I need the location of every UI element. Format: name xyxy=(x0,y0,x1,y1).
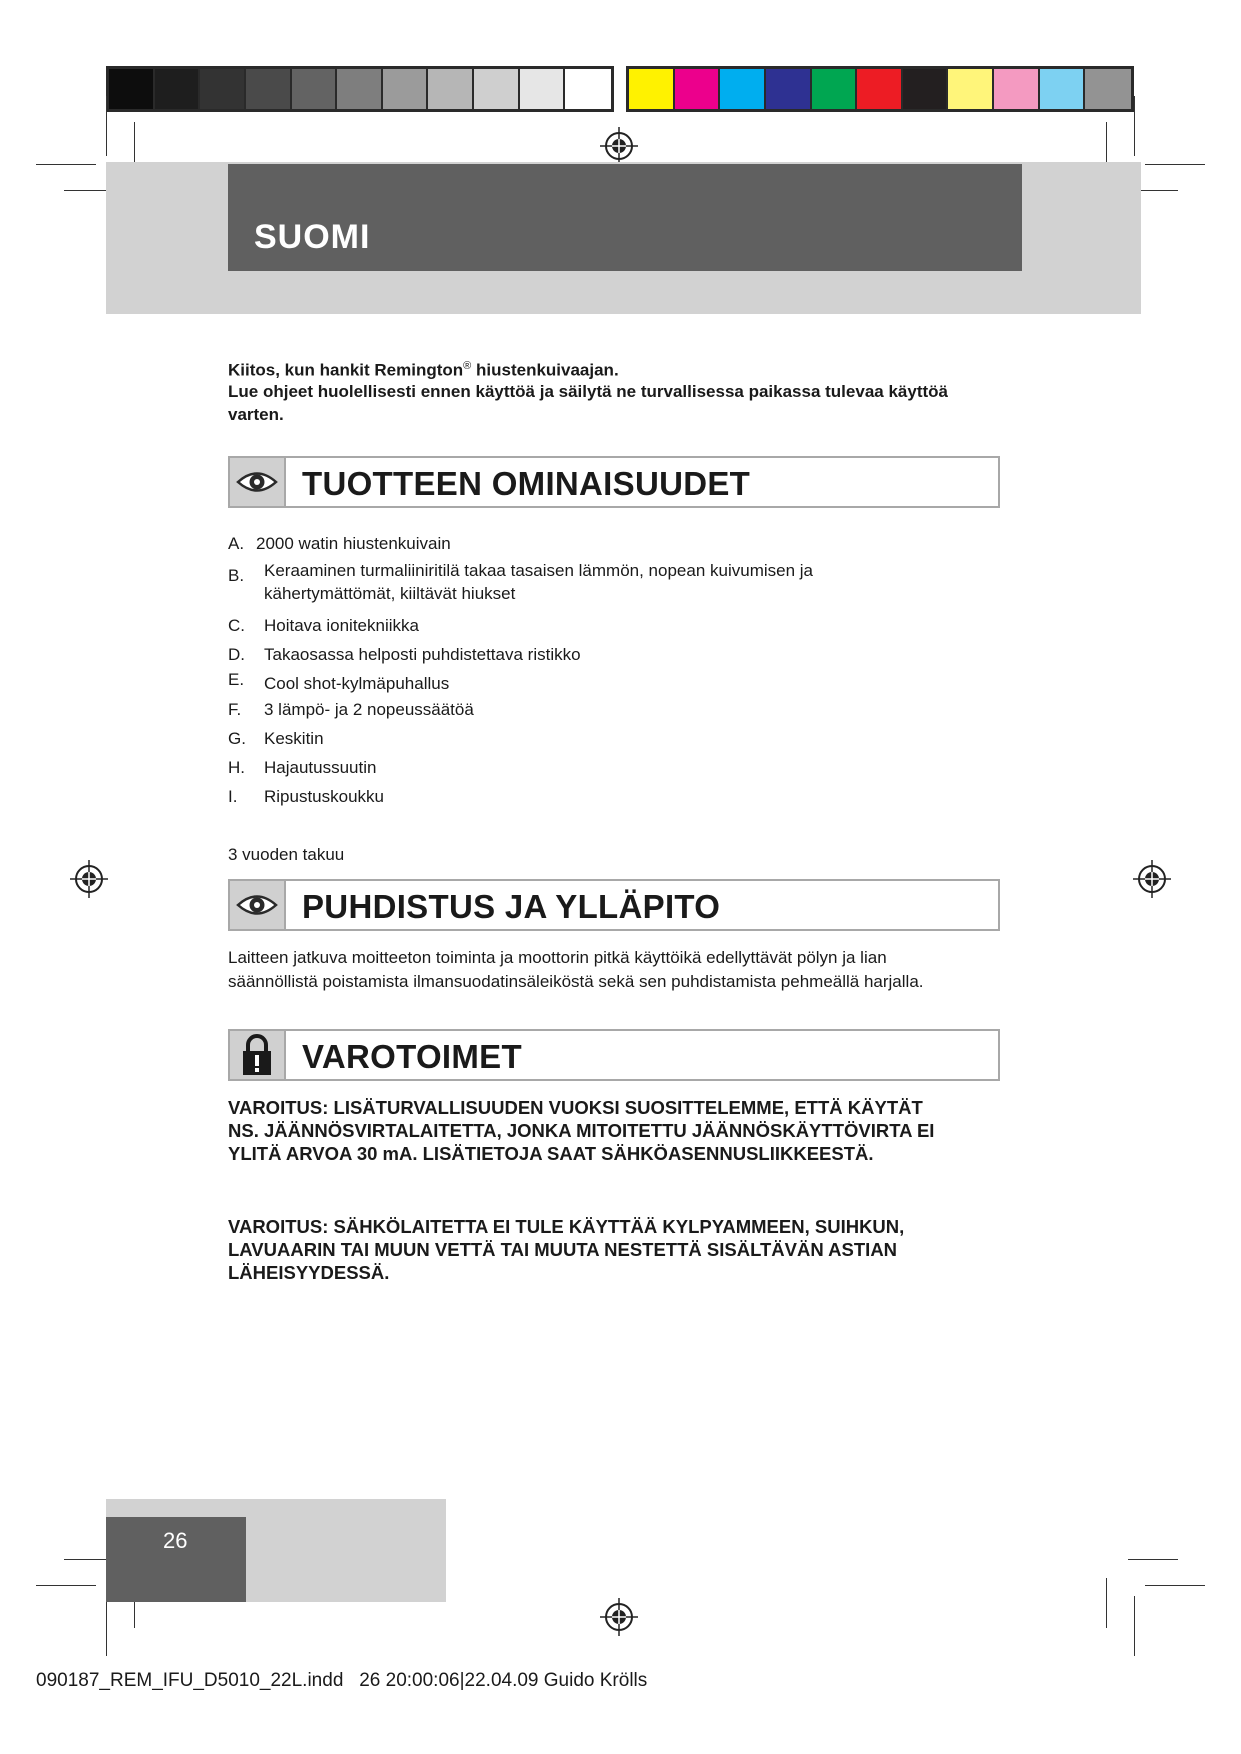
crop-mark xyxy=(1145,1585,1205,1586)
list-item-text: Ripustuskoukku xyxy=(264,787,385,806)
list-item-letter: A. xyxy=(228,534,245,553)
registration-mark-icon xyxy=(70,860,108,898)
color-swatch xyxy=(200,69,246,109)
color-swatch xyxy=(383,69,429,109)
list-item-text: Hajautussuutin xyxy=(264,758,377,777)
list-item-text: Keskitin xyxy=(264,729,324,748)
intro-thanks-prefix: Kiitos, kun hankit Remington xyxy=(228,360,464,380)
color-swatch xyxy=(109,69,155,109)
list-item-letter: G. xyxy=(228,729,246,748)
list-item-letter: E. xyxy=(228,670,245,689)
color-swatch xyxy=(520,69,566,109)
color-swatch xyxy=(155,69,201,109)
color-swatch xyxy=(474,69,520,109)
crop-mark xyxy=(1134,1596,1135,1656)
list-item xyxy=(228,614,948,637)
color-swatch xyxy=(337,69,383,109)
page-title: SUOMI xyxy=(254,218,371,256)
section-title: PUHDISTUS JA YLLÄPITO xyxy=(302,888,721,925)
crop-mark xyxy=(1134,96,1135,156)
color-swatch xyxy=(675,69,721,109)
list-item xyxy=(228,559,948,605)
crop-mark xyxy=(36,1585,96,1586)
eye-icon xyxy=(230,458,286,506)
list-item-text: 2000 watin hiustenkuivain xyxy=(256,534,451,553)
cleaning-text: Laitteen jatkuva moitteeton toiminta ja moottorin pitkä käyttöikä edellyttävät pölyn ja lian säännöllistä poistamista ilmansuodatinsäleiköstä sekä sen puhdistamista pehmeällä harjalla. xyxy=(228,948,924,991)
section-header-precautions xyxy=(228,1029,1000,1081)
color-swatch xyxy=(1040,69,1086,109)
color-swatch xyxy=(246,69,292,109)
list-item-text: Cool shot-kylmäpuhallus xyxy=(264,674,450,693)
color-swatch xyxy=(994,69,1040,109)
color-swatch xyxy=(428,69,474,109)
color-swatch xyxy=(292,69,338,109)
color-swatch xyxy=(565,69,611,109)
list-item-letter: F. xyxy=(228,700,242,719)
section-header-cleaning xyxy=(228,879,1000,931)
process-color-bar xyxy=(626,66,1134,112)
list-item-letter: C. xyxy=(228,616,245,635)
crop-mark xyxy=(36,164,96,165)
color-swatch xyxy=(948,69,994,109)
section-title: VAROTOIMET xyxy=(302,1038,522,1075)
list-item xyxy=(228,785,948,808)
list-item xyxy=(228,672,948,695)
list-item-text: Keraaminen turmaliiniritilä takaa tasaisen lämmön, nopean kuivumisen ja kähertymättömät, kiiltävät hiukset xyxy=(264,561,813,603)
page-number: 26 xyxy=(163,1528,188,1553)
intro-thanks xyxy=(228,355,1008,382)
list-item-letter: H. xyxy=(228,758,245,777)
color-swatch xyxy=(629,69,675,109)
crop-mark xyxy=(1106,1578,1107,1628)
list-item-letter: B. xyxy=(228,566,245,585)
print-slug: 090187_REM_IFU_D5010_22L.indd 26 20:00:06|22.04.09 Guido Krölls xyxy=(36,1670,648,1691)
warning-text: VAROITUS: LISÄTURVALLISUUDEN VUOKSI SUOSITTELEMME, ETTÄ KÄYTÄT NS. JÄÄNNÖSVIRTALAITETTA, JONKA MITOITETTU JÄÄNNÖSKÄYTTÖVIRTA EI YLITÄ ARVOA 30 mA. LISÄTIETOJA SAAT SÄHKÖASENNUSLIIKKEESTÄ. xyxy=(228,1097,935,1164)
grayscale-color-bar xyxy=(106,66,614,112)
intro-thanks-suffix: hiustenkuivaajan. xyxy=(471,360,619,380)
crop-mark xyxy=(106,96,107,156)
padlock-icon xyxy=(230,1031,286,1079)
section-header-features xyxy=(228,456,1000,508)
color-swatch xyxy=(766,69,812,109)
registration-mark-icon xyxy=(600,127,638,165)
list-item xyxy=(228,532,948,555)
list-item-text: Hoitava ionitekniikka xyxy=(264,616,419,635)
list-item-text: 3 lämpö- ja 2 nopeussäätöä xyxy=(264,700,474,719)
list-item-text: Takaosassa helposti puhdistettava ristikko xyxy=(264,645,581,664)
list-item xyxy=(228,727,948,750)
eye-icon xyxy=(230,881,286,929)
registration-mark-icon xyxy=(600,1598,638,1636)
list-item-letter: I. xyxy=(228,787,238,806)
color-swatch xyxy=(903,69,949,109)
crop-mark xyxy=(1128,1559,1178,1560)
crop-mark xyxy=(1145,164,1205,165)
list-item xyxy=(228,643,948,666)
list-item-letter: D. xyxy=(228,645,245,664)
intro-instructions: Lue ohjeet huolellisesti ennen käyttöä ja säilytä ne turvallisessa paikassa tulevaa käyttöä varten. xyxy=(228,382,948,424)
color-swatch xyxy=(857,69,903,109)
crop-mark xyxy=(106,1596,107,1656)
warning-text: VAROITUS: SÄHKÖLAITETTA EI TULE KÄYTTÄÄ KYLPYAMMEEN, SUIHKUN, LAVUAARIN TAI MUUN VETTÄ TAI MUUTA NESTETTÄ SISÄLTÄVÄN ASTIAN LÄHEISYYDESSÄ. xyxy=(228,1216,905,1283)
section-title: TUOTTEEN OMINAISUUDET xyxy=(302,465,751,502)
color-swatch xyxy=(1085,69,1131,109)
list-item xyxy=(228,698,948,721)
color-swatch xyxy=(812,69,858,109)
color-swatch xyxy=(720,69,766,109)
list-item xyxy=(228,756,948,779)
registration-mark-icon xyxy=(1133,860,1171,898)
registered-mark: ® xyxy=(463,360,472,372)
warranty-text: 3 vuoden takuu xyxy=(228,845,345,864)
